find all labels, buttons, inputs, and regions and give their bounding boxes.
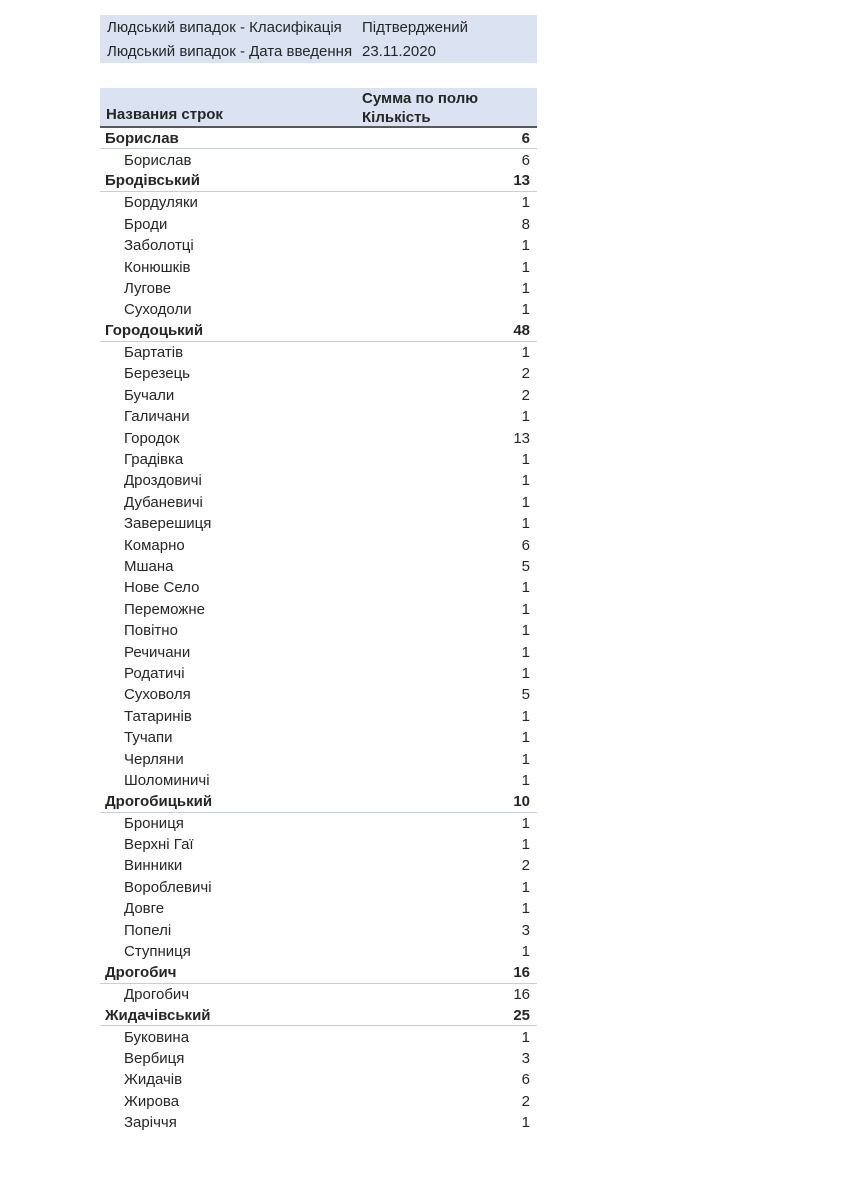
- row-value: 2: [521, 386, 530, 404]
- row-labels-header: Названия строк: [106, 106, 223, 123]
- row-label: Заверешиця: [124, 515, 212, 533]
- row-value: 1: [521, 1028, 530, 1046]
- table-row: [100, 449, 537, 470]
- table-row: [100, 599, 537, 620]
- row-label: Заріччя: [124, 1114, 177, 1132]
- table-row: [100, 149, 537, 170]
- filter-label: Людський випадок - Класифікація: [107, 18, 342, 36]
- table-row: [100, 706, 537, 727]
- table-row: [100, 577, 537, 598]
- row-value: 1: [521, 643, 530, 661]
- table-row: [100, 791, 537, 812]
- table-row: [100, 877, 537, 898]
- filter-row-classification: [100, 15, 537, 39]
- row-label: Переможне: [124, 600, 205, 618]
- table-row: [100, 855, 537, 876]
- row-label: Мшана: [124, 558, 174, 575]
- table-row: [100, 1112, 537, 1133]
- table-row: [100, 406, 537, 427]
- row-value: 1: [521, 729, 530, 747]
- table-row: [100, 727, 537, 748]
- row-label: Лугове: [124, 279, 172, 297]
- row-value: 1: [521, 451, 530, 469]
- row-label: Бартатів: [124, 344, 184, 362]
- row-value: 6: [521, 1071, 530, 1089]
- pivot-rows: [100, 128, 537, 1133]
- table-row: [100, 299, 537, 320]
- table-row: [100, 1069, 537, 1090]
- row-value: 1: [521, 814, 530, 832]
- row-label: Градівка: [124, 451, 184, 469]
- row-label: Суховоля: [124, 686, 191, 704]
- row-label: Городоцький: [105, 322, 204, 340]
- table-row: [100, 492, 537, 513]
- table-row: [100, 534, 537, 555]
- report-content: [100, 15, 537, 1133]
- row-label: Комарно: [124, 536, 185, 554]
- row-value: 3: [521, 921, 530, 939]
- row-value: 1: [521, 237, 530, 255]
- row-value: 1: [521, 258, 530, 276]
- row-label: Суходоли: [124, 301, 192, 319]
- row-value: 1: [521, 515, 530, 533]
- row-label: Повітно: [124, 622, 178, 640]
- table-row: [100, 1005, 537, 1026]
- row-value: 25: [513, 1006, 530, 1024]
- table-row: [100, 214, 537, 235]
- table-row: [100, 556, 537, 577]
- row-value: 1: [521, 771, 530, 789]
- filter-label: Людський випадок - Дата введення: [107, 42, 353, 60]
- row-label: Жидачів: [124, 1071, 183, 1089]
- row-label: Брониця: [124, 814, 184, 832]
- filter-row-entry-date: [100, 39, 537, 63]
- row-value: 1: [521, 600, 530, 618]
- table-row: [100, 748, 537, 769]
- table-row: [100, 278, 537, 299]
- row-label: Шоломиничі: [124, 771, 210, 789]
- table-row: [100, 363, 537, 384]
- row-value: 1: [521, 279, 530, 297]
- row-label: Дроздовичі: [124, 472, 202, 490]
- row-value: 6: [521, 129, 530, 147]
- row-label: Речичани: [124, 643, 191, 661]
- table-row: [100, 321, 537, 342]
- row-value: 1: [521, 194, 530, 212]
- table-row: [100, 962, 537, 983]
- row-value: 1: [521, 579, 530, 597]
- row-label: Вербиця: [124, 1049, 185, 1067]
- row-label: Борислав: [105, 129, 179, 147]
- table-row: [100, 385, 537, 406]
- table-row: [100, 813, 537, 834]
- row-label: Дрогобич: [105, 963, 177, 981]
- row-value: 2: [521, 857, 530, 875]
- row-value: 13: [513, 172, 530, 190]
- row-value: 6: [521, 536, 530, 554]
- row-label: Черляни: [124, 750, 184, 768]
- row-label: Попелі: [124, 921, 172, 939]
- row-label: Буковина: [124, 1028, 190, 1046]
- row-label: Татаринів: [124, 707, 192, 725]
- row-label: Жидачівський: [105, 1006, 211, 1024]
- row-label: Конюшків: [124, 258, 191, 276]
- row-label: Верхні Гаї: [124, 836, 194, 854]
- row-value: 1: [521, 622, 530, 640]
- table-row: [100, 898, 537, 919]
- row-value: 2: [521, 1092, 530, 1110]
- row-label: Нове Село: [124, 579, 200, 597]
- row-label: Заболотці: [124, 237, 194, 255]
- table-row: [100, 684, 537, 705]
- pivot-table: [100, 88, 537, 1133]
- row-label: Бродівський: [105, 172, 200, 190]
- row-label: Дрогобич: [124, 985, 190, 1003]
- table-row: [100, 770, 537, 791]
- row-label: Родатичі: [124, 664, 185, 682]
- row-value: 6: [521, 151, 530, 169]
- row-value: 5: [521, 686, 530, 704]
- row-label: Бучали: [124, 386, 175, 404]
- row-label: Довге: [124, 900, 165, 918]
- row-label: Дубаневичі: [124, 493, 203, 511]
- values-header: Сумма по полю Кількість: [362, 90, 479, 126]
- row-value: 16: [513, 963, 530, 981]
- row-value: 1: [521, 878, 530, 896]
- row-value: 1: [521, 943, 530, 961]
- row-value: 13: [513, 429, 530, 447]
- filter-value: 23.11.2020: [362, 42, 436, 60]
- row-value: 2: [521, 365, 530, 383]
- row-label: Винники: [124, 857, 183, 875]
- row-value: 1: [521, 301, 530, 319]
- row-label: Березець: [124, 365, 190, 383]
- table-row: [100, 919, 537, 940]
- table-row: [100, 513, 537, 534]
- row-value: 1: [521, 1114, 530, 1132]
- row-value: 1: [521, 472, 530, 490]
- row-value: 16: [513, 985, 530, 1003]
- table-row: [100, 342, 537, 363]
- table-row: [100, 470, 537, 491]
- row-label: Вороблевичі: [124, 878, 212, 896]
- table-row: [100, 1048, 537, 1069]
- pivot-table-header: [100, 88, 537, 128]
- table-row: [100, 192, 537, 213]
- row-value: 1: [521, 900, 530, 918]
- table-row: [100, 663, 537, 684]
- row-label: Городок: [124, 429, 180, 447]
- table-row: [100, 1026, 537, 1047]
- table-row: [100, 171, 537, 192]
- row-value: 1: [521, 493, 530, 511]
- row-value: 1: [521, 408, 530, 426]
- row-label: Ступниця: [124, 943, 191, 961]
- row-label: Дрогобицький: [105, 792, 213, 810]
- row-value: 1: [521, 664, 530, 682]
- row-label: Тучапи: [124, 729, 173, 747]
- row-value: 1: [521, 344, 530, 362]
- row-value: 8: [521, 215, 530, 233]
- row-value: 5: [521, 558, 530, 575]
- row-value: 3: [521, 1049, 530, 1067]
- table-row: [100, 984, 537, 1005]
- row-label: Борислав: [124, 151, 192, 169]
- filter-block: [100, 15, 537, 63]
- table-row: [100, 128, 537, 149]
- table-row: [100, 641, 537, 662]
- table-row: [100, 256, 537, 277]
- row-label: Галичани: [124, 408, 190, 426]
- row-value: 1: [521, 750, 530, 768]
- table-row: [100, 834, 537, 855]
- filter-value: Підтверджений: [362, 18, 469, 36]
- row-label: Бордуляки: [124, 194, 198, 212]
- row-value: 1: [521, 836, 530, 854]
- row-value: 10: [513, 792, 530, 810]
- table-row: [100, 235, 537, 256]
- row-value: 48: [513, 322, 530, 340]
- row-value: 1: [521, 707, 530, 725]
- table-row: [100, 620, 537, 641]
- table-row: [100, 941, 537, 962]
- table-row: [100, 427, 537, 448]
- table-row: [100, 1091, 537, 1112]
- row-label: Броди: [124, 215, 168, 233]
- row-label: Жирова: [124, 1092, 180, 1110]
